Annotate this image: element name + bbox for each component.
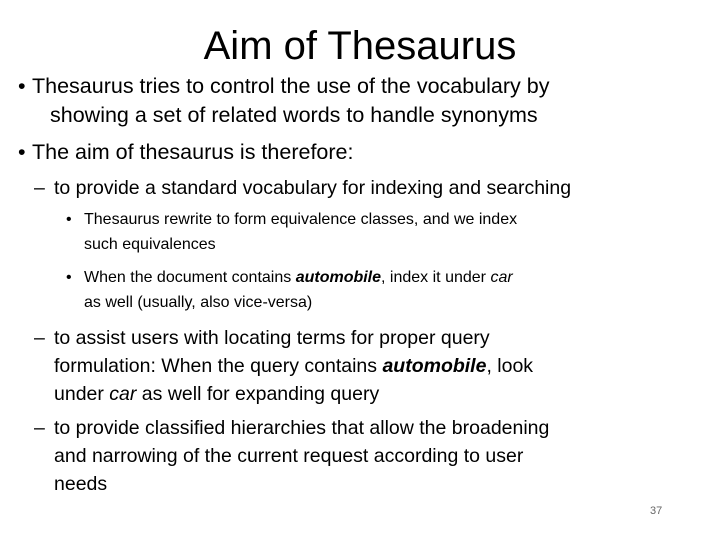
bullet-text: The aim of thesaurus is therefore: xyxy=(32,140,354,164)
sub-sub-bullet-text: Thesaurus rewrite to form equivalence classes, and we index xyxy=(84,211,518,228)
sub-bullet-text: to provide classified hierarchies that allow the broadening xyxy=(54,417,550,439)
sub-bullet-text: to provide a standard vocabulary for indexing and searching xyxy=(54,177,572,199)
slide-title: Aim of Thesaurus xyxy=(203,24,517,68)
sub-sub-bullet-text: When the document contains automobile, index it under car xyxy=(84,269,513,286)
bullet-marker: • xyxy=(66,211,72,228)
sub-sub-bullet-text: as well (usually, also vice-versa) xyxy=(84,294,313,311)
sub-bullet-text: under car as well for expanding query xyxy=(54,383,380,405)
dash-marker: – xyxy=(34,327,45,349)
bullet-marker: • xyxy=(66,269,72,286)
sub-bullet-text: to assist users with locating terms for proper query xyxy=(54,327,490,349)
bullet-text: showing a set of related words to handle synonyms xyxy=(50,103,538,127)
dash-marker: – xyxy=(34,417,45,439)
dash-marker: – xyxy=(34,177,45,199)
sub-bullet-text: needs xyxy=(54,473,108,495)
sub-bullet-text: formulation: When the query contains automobile, look xyxy=(54,355,534,377)
sub-sub-bullet-text: such equivalences xyxy=(84,236,216,253)
page-number: 37 xyxy=(650,505,663,517)
bullet-text: Thesaurus tries to control the use of the vocabulary by xyxy=(32,74,550,98)
bullet-marker: • xyxy=(18,74,26,98)
sub-bullet-text: and narrowing of the current request according to user xyxy=(54,445,524,467)
bullet-marker: • xyxy=(18,140,26,164)
